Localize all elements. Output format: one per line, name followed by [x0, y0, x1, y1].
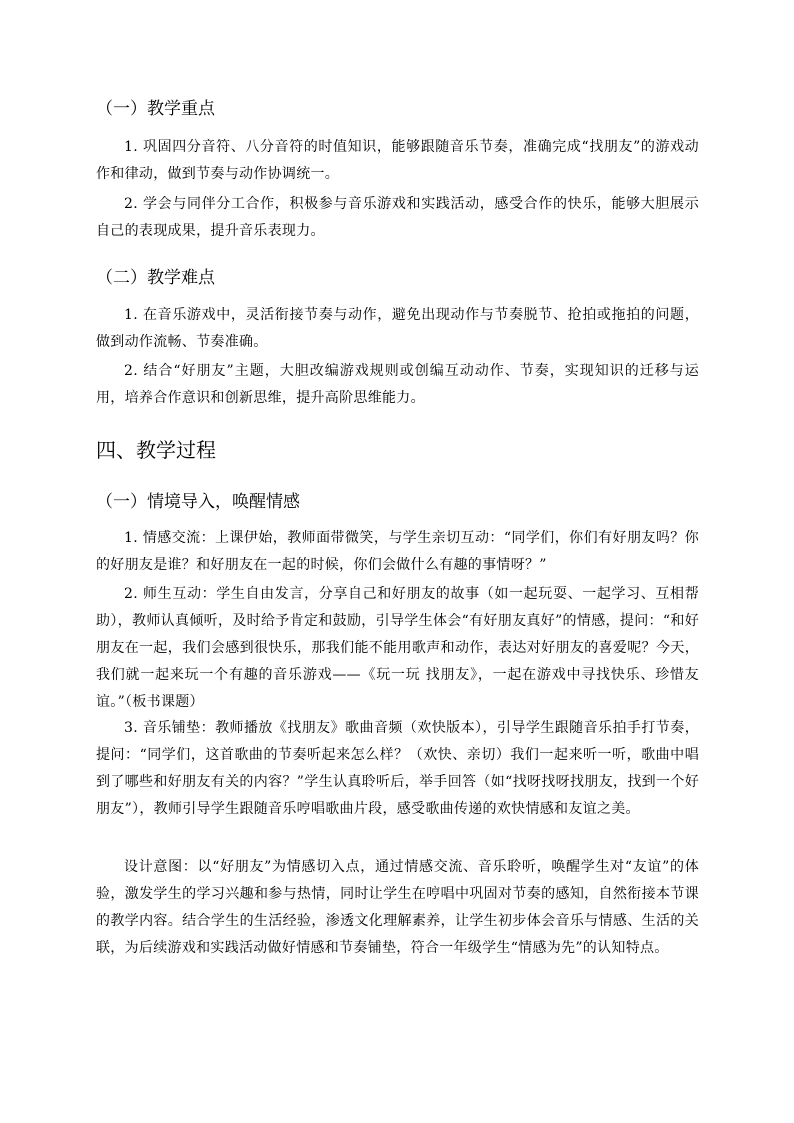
difficulty-1: 1. 在音乐游戏中，灵活衔接节奏与动作，避免出现动作与节奏脱节、抢拍或拖拍的问题，做到动作流畅、节奏准确。 [96, 307, 699, 350]
process-step-3: 3. 音乐铺垫：教师播放《找朋友》歌曲音频（欢快版本），引导学生跟随音乐拍手打节奏，提问：“同学们，这首歌曲的节奏听起来怎么样？（欢快、亲切）我们一起来听一听，歌曲中唱到了哪些和好朋友有关的内容？”学生认真聆听后，举手回答（如“找呀找呀找朋友，找到一个好朋友”），教师引导学生跟随音乐哼唱歌曲片段，感受歌曲传递的欢快情感和友谊之美。 [96, 720, 699, 817]
process-step-1: 1. 情感交流：上课伊始，教师面带微笑，与学生亲切互动：“同学们，你们有好朋友吗？你的好朋友是谁？和好朋友在一起的时候，你们会做什么有趣的事情呀？” [96, 530, 699, 573]
difficulty-2: 2. 结合“好朋友”主题，大胆改编游戏规则或创编互动动作、节奏，实现知识的迁移与运用，培养合作意识和创新思维，提升高阶思维能力。 [96, 363, 699, 406]
section-heading-key-points: （一）教学重点 [96, 99, 215, 119]
section-heading-intro: （一）情境导入，唤醒情感 [96, 492, 300, 512]
key-point-2: 2. 学会与同伴分工合作，积极参与音乐游戏和实践活动，感受合作的快乐，能够大胆展示自己的表现成果，提升音乐表现力。 [96, 196, 699, 239]
design-intent: 设计意图：以“好朋友”为情感切入点，通过情感交流、音乐聆听，唤醒学生对“友谊”的体验，激发学生的学习兴趣和参与热情，同时让学生在哼唱中巩固对节奏的感知，自然衔接本节课的教学内容。结合学生的生活经验，渗透文化理解素养，让学生初步体会音乐与情感、生活的关联，为后续游戏和实践活动做好情感和节奏铺垫，符合一年级学生“情感为先”的认知特点。 [96, 859, 699, 956]
chapter-heading-process: 四、教学过程 [96, 438, 216, 462]
key-point-1: 1. 巩固四分音符、八分音符的时值知识，能够跟随音乐节奏，准确完成“找朋友”的游戏动作和律动，做到节奏与动作协调统一。 [96, 139, 699, 182]
section-heading-difficulties: （二）教学难点 [96, 268, 215, 288]
process-step-2: 2. 师生互动：学生自由发言，分享自己和好朋友的故事（如一起玩耍、一起学习、互相帮助），教师认真倾听，及时给予肯定和鼓励，引导学生体会“有好朋友真好”的情感，提问：“和好朋友在一起，我们会感到很快乐，那我们能不能用歌声和动作，表达对好朋友的喜爱呢？今天，我们就一起来玩一个有趣的音乐游戏——《玩一玩 找朋友》，一起在游戏中寻找快乐、珍惜友谊。”（板书课题） [96, 586, 699, 710]
